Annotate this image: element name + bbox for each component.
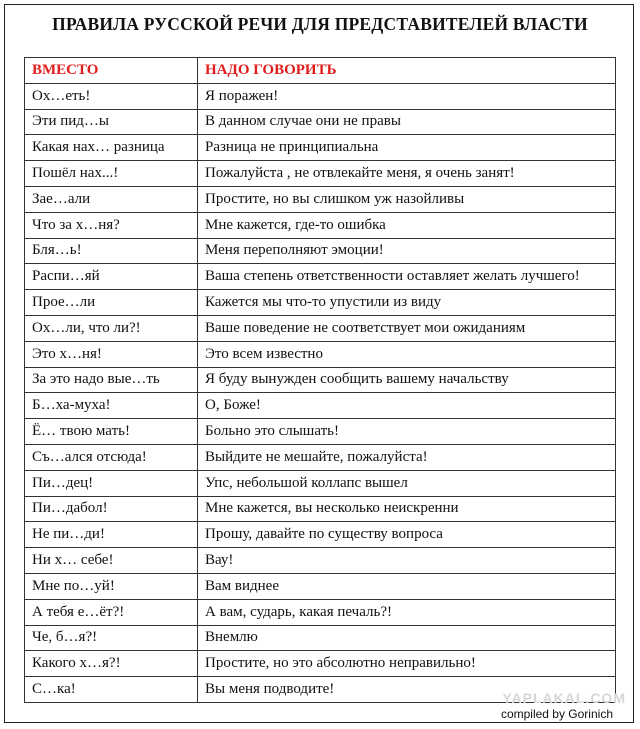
cell-instead: Эти пид…ы [25,109,198,135]
cell-say: Ваше поведение не соответствует мои ожиданиям [198,315,616,341]
cell-say: Простите, но вы слишком уж назойливы [198,186,616,212]
table-row [25,212,616,238]
cell-say: Прошу, давайте по существу вопроса [198,522,616,548]
column-header-say: НАДО ГОВОРИТЬ [198,58,616,84]
table-row [25,186,616,212]
table-row [25,264,616,290]
cell-instead: Че, б…я?! [25,625,198,651]
cell-instead: Распи…яй [25,264,198,290]
table-row [25,470,616,496]
cell-instead: Прое…ли [25,290,198,316]
cell-say: Пожалуйста , не отвлекайте меня, я очень занят! [198,161,616,187]
cell-instead: Мне по…уй! [25,573,198,599]
table-row [25,135,616,161]
cell-say: Я поражен! [198,83,616,109]
table-row [25,444,616,470]
cell-instead: А тебя е…ёт?! [25,599,198,625]
table-row [25,419,616,445]
cell-instead: С…ка! [25,677,198,703]
cell-say: Вам виднее [198,573,616,599]
cell-say: Кажется мы что-то упустили из виду [198,290,616,316]
cell-say: Разница не принципиальна [198,135,616,161]
cell-instead: Не пи…ди! [25,522,198,548]
table-row [25,599,616,625]
cell-instead: За это надо вые…ть [25,367,198,393]
cell-instead: Ни х… себе! [25,548,198,574]
cell-say: Простите, но это абсолютно неправильно! [198,651,616,677]
table-row [25,315,616,341]
table-row [25,161,616,187]
cell-say: Больно это слышать! [198,419,616,445]
table-row [25,83,616,109]
table-row [25,341,616,367]
cell-instead: Съ…ался отсюда! [25,444,198,470]
cell-say: Я буду вынужден сообщить вашему начальству [198,367,616,393]
table-row [25,290,616,316]
table-row [25,651,616,677]
table-header-row [25,58,616,84]
table-row [25,367,616,393]
cell-instead: Зае…али [25,186,198,212]
cell-instead: Пи…дабол! [25,496,198,522]
phrase-table [24,57,616,703]
cell-say: Упс, небольшой коллапс вышел [198,470,616,496]
cell-instead: Это х…ня! [25,341,198,367]
table-row [25,109,616,135]
cell-say: Вы меня подводите! [198,677,616,703]
table-row [25,496,616,522]
cell-instead: Какого х…я?! [25,651,198,677]
credit-text: compiled by Gorinich [500,707,613,721]
table-row [25,522,616,548]
cell-instead: Ох…ли, что ли?! [25,315,198,341]
cell-instead: Ё… твою мать! [25,419,198,445]
cell-say: В данном случае они не правы [198,109,616,135]
cell-say: Внемлю [198,625,616,651]
cell-instead: Бля…ь! [25,238,198,264]
cell-say: Мне кажется, вы несколько неискренни [198,496,616,522]
cell-say: О, Боже! [198,393,616,419]
cell-say: Ваша степень ответственности оставляет желать лучшего! [198,264,616,290]
table-row [25,625,616,651]
cell-say: Меня переполняют эмоции! [198,238,616,264]
column-header-instead: ВМЕСТО [25,58,198,84]
cell-say: А вам, сударь, какая печаль?! [198,599,616,625]
table-row [25,238,616,264]
table-row [25,393,616,419]
page-title: ПРАВИЛА РУССКОЙ РЕЧИ ДЛЯ ПРЕДСТАВИТЕЛЕЙ ВЛАСТИ [52,14,588,34]
watermark: YAPLAKAL.COM [502,690,626,706]
cell-instead: Что за х…ня? [25,212,198,238]
table-row [25,548,616,574]
cell-say: Это всем известно [198,341,616,367]
cell-instead: Пи…дец! [25,470,198,496]
cell-instead: Ох…еть! [25,83,198,109]
cell-instead: Пошёл нах...! [25,161,198,187]
cell-say: Мне кажется, где-то ошибка [198,212,616,238]
cell-instead: Б…ха-муха! [25,393,198,419]
cell-instead: Какая нах… разница [25,135,198,161]
cell-say: Выйдите не мешайте, пожалуйста! [198,444,616,470]
table-row [25,573,616,599]
cell-say: Вау! [198,548,616,574]
